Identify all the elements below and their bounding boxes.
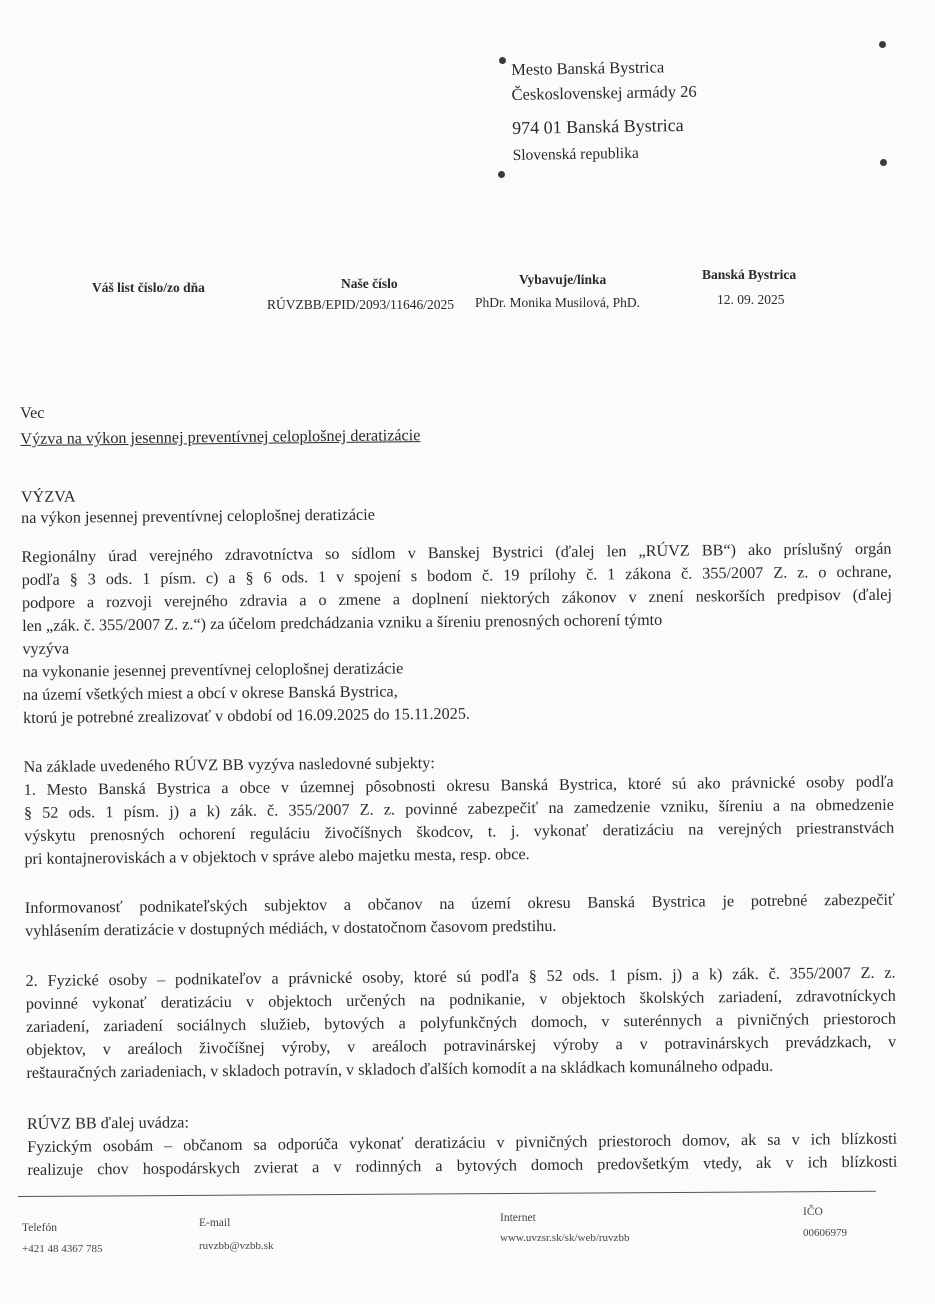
paragraph-line: RÚVZ BB ďalej uvádza: [26, 1113, 189, 1133]
paragraph-line: reštauračných zariadeniach, v skladoch potravín, v skladoch ďalších komodít a na skládkach komunálneho odpadu. [26, 1056, 774, 1082]
paragraph-line: zariadení, zariadení sociálnych služieb, bytových a polyfunkčných domoch, v suterénnych a pivničných priestoroch [25, 1009, 897, 1036]
letter-body [20, 392, 900, 1179]
footer-ico-label: IČO [803, 1206, 823, 1218]
paragraph-line: na území všetkých miest a obcí v okrese Banská Bystrica, [22, 682, 398, 704]
subject-text: Výzva na výkon jesennej preventívnej celoplošnej deratizácie [20, 426, 421, 448]
footer-email-label: E-mail [199, 1217, 231, 1229]
footer-divider [18, 1191, 876, 1197]
paragraph-line: na vykonanie jesennej preventívnej celoplošnej deratizácie [22, 659, 404, 681]
place-label: Banská Bystrica [702, 267, 797, 282]
paragraph-line: vyzýva [22, 639, 70, 658]
paragraph-line: Informovanosť podnikateľských subjektov a občanov na území okresu Banská Bystrica je potrebné zabezpečiť [24, 890, 895, 917]
recipient-line: Československej armády 26 [511, 81, 697, 104]
paragraph-line: 2. Fyzické osoby – podnikateľov a právnické osoby, ktoré sú podľa § 52 ods. 1 písm. j) a k) zák. č. 355/2007 Z. z. [25, 963, 896, 990]
handler-value: PhDr. Monika Musilová, PhD. [475, 295, 641, 310]
paragraph-line: Na základe uvedeného RÚVZ BB vyzýva nasledovné subjekty: [23, 754, 435, 776]
paragraph-line: podľa § 3 ods. 1 písm. c) a § 6 ods. 1 v spojení s bodom č. 19 prílohy č. 1 zákona č. 355/2007 Z. z. o ochrane, [21, 562, 892, 589]
scan-dot [498, 171, 505, 178]
footer-email-value: ruvzbb@vzbb.sk [199, 1240, 274, 1252]
paragraph-line: Regionálny úrad verejného zdravotníctva so sídlom v Banskej Bystrici (ďalej len „RÚVZ BB“) ako príslušný orgán [21, 539, 892, 566]
heading-subtitle: na výkon jesennej preventívnej celoplošnej deratizácie [21, 505, 375, 527]
paragraph-line: objektov, v areáloch živočíšnej výroby, v areáloch potravinárskej výroby a v potravinárskych prevádzkach, v [26, 1032, 897, 1059]
paragraph-line: výskytu prenosných ochorení reguláciu živočíšnych škodcov, t. j. vykonať deratizáciu na verejných priestranstvách [24, 818, 895, 845]
footer-phone-label: Telefón [22, 1222, 57, 1234]
footer-internet-label: Internet [500, 1212, 536, 1224]
recipient-line: Mesto Banská Bystrica [510, 57, 665, 79]
scan-dot [879, 41, 886, 48]
footer-ico-value: 00606979 [803, 1227, 847, 1239]
recipient-line: Slovenská republika [512, 144, 639, 164]
paragraph-line: Fyzickým osobám – občanom sa odporúča vykonať deratizáciu v pivničných priestoroch domov, ak sa v ich blízkosti [27, 1129, 898, 1156]
your-letter-label: Váš list číslo/zo dňa [92, 280, 205, 295]
paragraph-line: pri kontajneroviskách a v objektoch v správe alebo majetku mesta, resp. obce. [24, 845, 530, 868]
paragraph-line: ktorú je potrebné zrealizovať v období od 16.09.2025 do 15.11.2025. [22, 704, 471, 727]
recipient-line: 974 01 Banská Bystrica [511, 114, 684, 138]
paragraph-line: vyhlásením deratizácie v dostupných médiách, v dostatočnom časovom predstihu. [25, 916, 557, 940]
paragraph-line: 1. Mesto Banská Bystrica a obce v územnej pôsobnosti okresu Banská Bystrica, ktoré sú ako právnické osoby podľa [23, 772, 894, 799]
paragraph-line: realizuje chov hospodárskych zvierat a v rodinných a bytových domoch predovšetkým vtedy, ak v ich blízkosti [27, 1152, 898, 1179]
scan-dot [880, 159, 887, 166]
date-value: 12. 09. 2025 [717, 292, 785, 307]
our-number-value: RÚVZBB/EPID/2093/11646/2025 [267, 297, 455, 312]
subject-label: Vec [20, 403, 45, 422]
footer-phone-value: +421 48 4367 785 [22, 1243, 103, 1255]
paragraph-line: § 52 ods. 1 písm. j) a k) zák. č. 355/2007 Z. z. povinné zabezpečiť na zamedzenie vzniku, šíreniu a na obmedzenie [23, 795, 895, 822]
paragraph-line: len „zák. č. 355/2007 Z. z.“) za účelom predchádzania vzniku a šíreniu prenosných ochorení týmto [22, 610, 663, 635]
handler-label: Vybavuje/linka [519, 272, 607, 287]
paragraph-line: podpore a rozvoji verejného zdravia a o zmene a doplnení niektorých zákonov v znení neskorších predpisov (ďalej [21, 585, 892, 612]
heading-title: VÝZVA [20, 487, 76, 506]
footer-internet-value: www.uvzsr.sk/sk/web/ruvzbb [500, 1232, 630, 1244]
paragraph-line: povinné vykonať deratizáciu v objektoch určených na podnikanie, v objektoch školských zariadení, zdravotníckych [25, 986, 896, 1013]
scan-dot [499, 57, 506, 64]
our-number-label: Naše číslo [341, 276, 398, 291]
